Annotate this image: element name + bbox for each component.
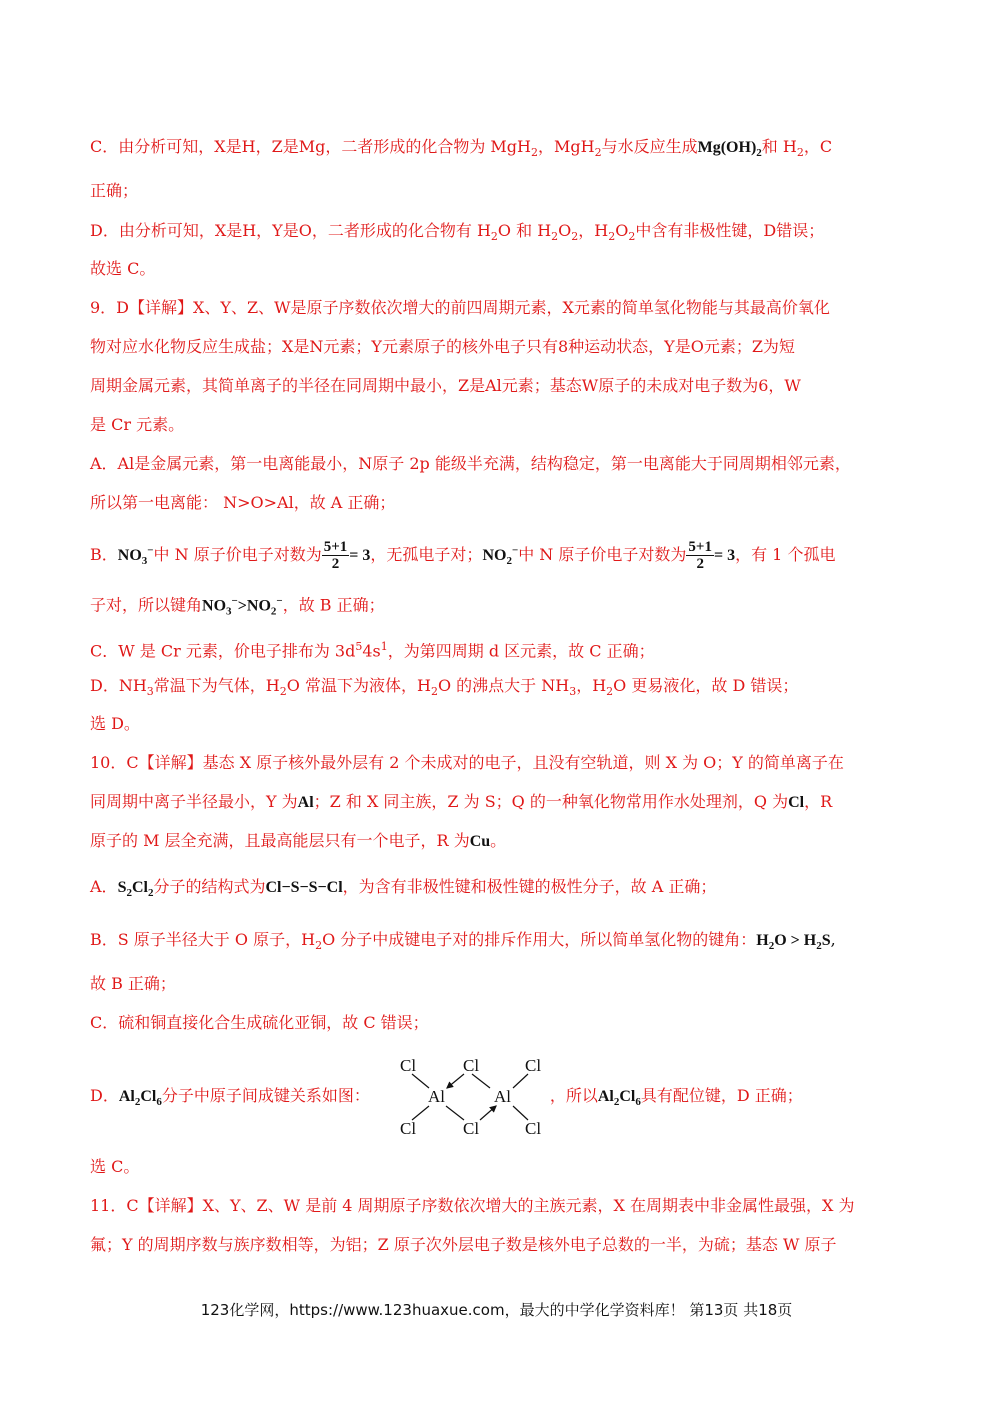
text-segment: 1 [380, 640, 388, 653]
text-segment: Cl [788, 794, 805, 811]
text-segment: ；Z 和 X 同主族，Z 为 S；Q 的一种氧化物常用作水处理剂，Q 为 [313, 792, 789, 811]
text-segment: 中 N 原子价电子对数为 [153, 545, 322, 564]
fraction-denominator: 2 [331, 556, 340, 572]
text-segment: 2 [571, 230, 579, 244]
text-segment: 2 [816, 940, 822, 953]
fraction-numerator: 5+1 [688, 539, 712, 555]
text-segment: NO [246, 597, 271, 615]
text-segment: 同周期中离子半径最小，Y 为 [90, 792, 298, 811]
text-segment: Cu [469, 833, 491, 850]
text-segment: ，为第四周期 d 区元素，故 C 正确； [387, 641, 655, 661]
text-segment: A． [90, 877, 118, 896]
text-segment: ，所以 [549, 1086, 598, 1105]
text-segment: Mg [697, 139, 721, 156]
text-segment: Al [297, 794, 314, 811]
text-segment: ，C [803, 137, 833, 156]
text-segment: Al [118, 1088, 135, 1105]
text-segment: 2 [315, 939, 323, 953]
text-segment: ，故 B 正确； [282, 595, 385, 615]
text-segment: B．S 原子半径大于 O 原子，H [90, 930, 316, 949]
text-segment: O > H [774, 932, 817, 949]
text-line [90, 792, 832, 813]
text-segment: 10．C【详解】基态 X 原子核外最外层有 2 个未成对的电子，且没有空轨道，则 X 为 O；Y 的简单离子在 [90, 753, 844, 772]
cl-label: Cl [525, 1119, 542, 1138]
text-line: 周期金属元素，其简单离子的半径在同周期中最小，Z是Al元素；基态W原子的未成对电子数为6，W [90, 376, 801, 395]
text-line: 故 B 正确； [90, 974, 176, 993]
text-segment: 2 [134, 1096, 141, 1109]
text-line [90, 930, 836, 956]
text-segment: O 更易液化，故 D 错误； [613, 676, 799, 695]
text-segment: D．NH [90, 676, 147, 695]
cl-label: Cl [463, 1119, 480, 1138]
text-segment: 2 [768, 940, 775, 953]
text-segment: ，为含有非极性键和极性键的极性分子，故 A 正确； [342, 877, 717, 896]
text-segment: 。 [490, 831, 507, 850]
text-segment: D．由分析可知，X是H，Y是O，二者形成的化合物有 H [90, 221, 491, 240]
text-line [90, 137, 832, 163]
cl-label: Cl [525, 1056, 542, 1075]
text-segment: 2 [756, 147, 762, 160]
text-segment: Cl [619, 1088, 636, 1105]
text-segment: 与水反应生成 [601, 137, 698, 156]
text-segment: 6 [156, 1096, 162, 1109]
text-segment: (OH) [720, 139, 757, 156]
text-segment: 常温下为气体，H [153, 676, 280, 695]
text-segment: 6 [635, 1096, 641, 1109]
text-segment: B． [90, 545, 118, 564]
text-segment: 原子的 M 层全充满，且最高能层只有一个电子，R 为 [90, 831, 470, 850]
text-line [90, 831, 506, 852]
text-segment: 2 [430, 685, 438, 699]
text-segment: = 3 [349, 547, 371, 564]
text-segment: 3 [569, 685, 577, 699]
text-segment: S [821, 932, 831, 949]
text-segment: 中 N 原子价电子对数为 [518, 545, 687, 564]
text-segment: Cl [140, 1088, 157, 1105]
text-segment: − [231, 595, 238, 607]
text-segment: 2 [551, 230, 559, 244]
text-segment: C．由分析可知，X是H，Z是Mg，二者形成的化合物为 MgH [90, 137, 531, 156]
text-line: 故选 C。 [90, 259, 156, 278]
fraction [322, 539, 350, 572]
text-segment: S [117, 879, 127, 896]
text-segment: O 常温下为液体，H [286, 676, 431, 695]
text-segment: ，有 1 个孤电 [735, 545, 836, 564]
text-line [90, 676, 798, 702]
text-segment: − [147, 544, 154, 557]
text-segment: 2 [796, 146, 804, 160]
text-line: 11．C【详解】X、Y、Z、W 是前 4 周期原子序数依次增大的主族元素，X 在周期表中非金属性最强，X 为 [90, 1196, 855, 1215]
text-segment: 2 [628, 230, 636, 244]
text-segment: 2 [613, 1096, 620, 1109]
text-segment: O [615, 221, 629, 240]
text-line: C．硫和铜直接化合生成硫化亚铜，故 C 错误； [90, 1013, 429, 1032]
text-segment: Cl−S−S−Cl [265, 879, 343, 896]
text-segment: ，MgH [538, 137, 595, 156]
text-segment: 中含有非极性键，D错误； [635, 221, 825, 240]
fraction [686, 539, 714, 572]
text-line: 所以第一电离能： N>O>Al，故 A 正确； [90, 493, 396, 512]
text-segment: 和 H [761, 137, 797, 156]
text-segment: 4s [362, 641, 381, 661]
text-line: 物对应水化物反应生成盐；X是N元素；Y元素原子的核外电子只有8种运动状态，Y是O元素；Z为短 [90, 337, 795, 356]
page-footer: 123化学网，https://www.123huaxue.com，最大的中学化学资料库！ 第13页 共18页 [200, 1301, 793, 1319]
text-segment: O 分子中成键电子对的排斥作用大，所以简单氢化物的键角： [322, 930, 757, 949]
al-label: Al [494, 1087, 511, 1106]
text-segment: Cl [131, 879, 148, 896]
text-segment: 2 [490, 230, 498, 244]
text-segment: − [511, 544, 519, 557]
text-segment: 3 [226, 605, 232, 618]
text-segment: 2 [506, 555, 512, 568]
text-segment: = 3 [713, 547, 736, 564]
text-segment: 2 [147, 887, 154, 900]
text-segment: − [276, 595, 283, 607]
text-line: 是 Cr 元素。 [90, 415, 185, 434]
text-line [90, 539, 835, 572]
text-segment: NO [482, 547, 507, 564]
fraction-numerator: 5+1 [323, 539, 348, 555]
text-segment: 2 [279, 685, 287, 699]
text-segment: 2 [270, 605, 277, 618]
text-line [90, 591, 385, 622]
text-line: 9．D【详解】X、Y、Z、W是原子序数依次增大的前四周期元素，X元素的简单氢化物能与其最高价氧化 [90, 298, 830, 317]
text-line: 选 C。 [90, 1157, 140, 1176]
text-segment: ，R [804, 792, 833, 811]
text-segment: 3 [141, 555, 148, 568]
text-segment: 2 [606, 685, 614, 699]
text-segment: NO [202, 597, 227, 615]
fraction-denominator: 2 [696, 556, 704, 572]
text-segment: D． [90, 1086, 119, 1105]
text-segment: H [756, 932, 769, 949]
text-segment: , [830, 930, 836, 949]
text-segment: ，H [576, 676, 607, 695]
text-line [90, 877, 716, 903]
text-segment: NO [117, 547, 142, 564]
text-segment: 2 [608, 230, 616, 244]
cl-label: Cl [400, 1056, 417, 1075]
text-line: 正确； [90, 181, 139, 200]
text-segment: 子对，所以键角 [90, 595, 203, 615]
text-segment: 2 [126, 887, 132, 900]
al-label: Al [428, 1087, 445, 1106]
text-segment: 2 [531, 146, 538, 160]
text-segment: 5 [355, 640, 363, 653]
text-segment: O 和 H [497, 221, 552, 240]
text-segment: C．W 是 Cr 元素，价电子排布为 3d [90, 641, 356, 661]
text-segment: 分子的结构式为 [153, 877, 266, 896]
al2cl6-structure-diagram [388, 1052, 558, 1142]
text-segment: 分子中原子间成键关系如图： [161, 1086, 370, 1105]
text-segment: O 的沸点大于 NH [437, 676, 570, 695]
cl-label: Cl [463, 1056, 480, 1075]
text-line [90, 637, 655, 661]
text-segment: 具有配位键，D 正确； [640, 1086, 803, 1105]
text-segment: Al [597, 1088, 614, 1105]
text-line: A．Al是金属元素，第一电离能最小，N原子 2p 能级半充满，结构稳定，第一电离能大于同周期相邻元素， [90, 454, 851, 473]
text-line [90, 753, 844, 773]
text-segment: ，H [578, 221, 609, 240]
text-segment: O [558, 221, 572, 240]
text-line: 选 D。 [90, 714, 140, 733]
text-segment: 3 [146, 685, 154, 699]
text-line [90, 221, 824, 247]
text-segment: ，无孤电子对； [370, 545, 483, 564]
text-segment: > [237, 597, 247, 615]
text-line: 氟；Y 的周期序数与族序数相等，为铝；Z 原子次外层电子数是核外电子总数的一半，为硫；基态 W 原子 [90, 1235, 837, 1254]
text-segment: 2 [594, 146, 602, 160]
cl-label: Cl [400, 1119, 417, 1138]
